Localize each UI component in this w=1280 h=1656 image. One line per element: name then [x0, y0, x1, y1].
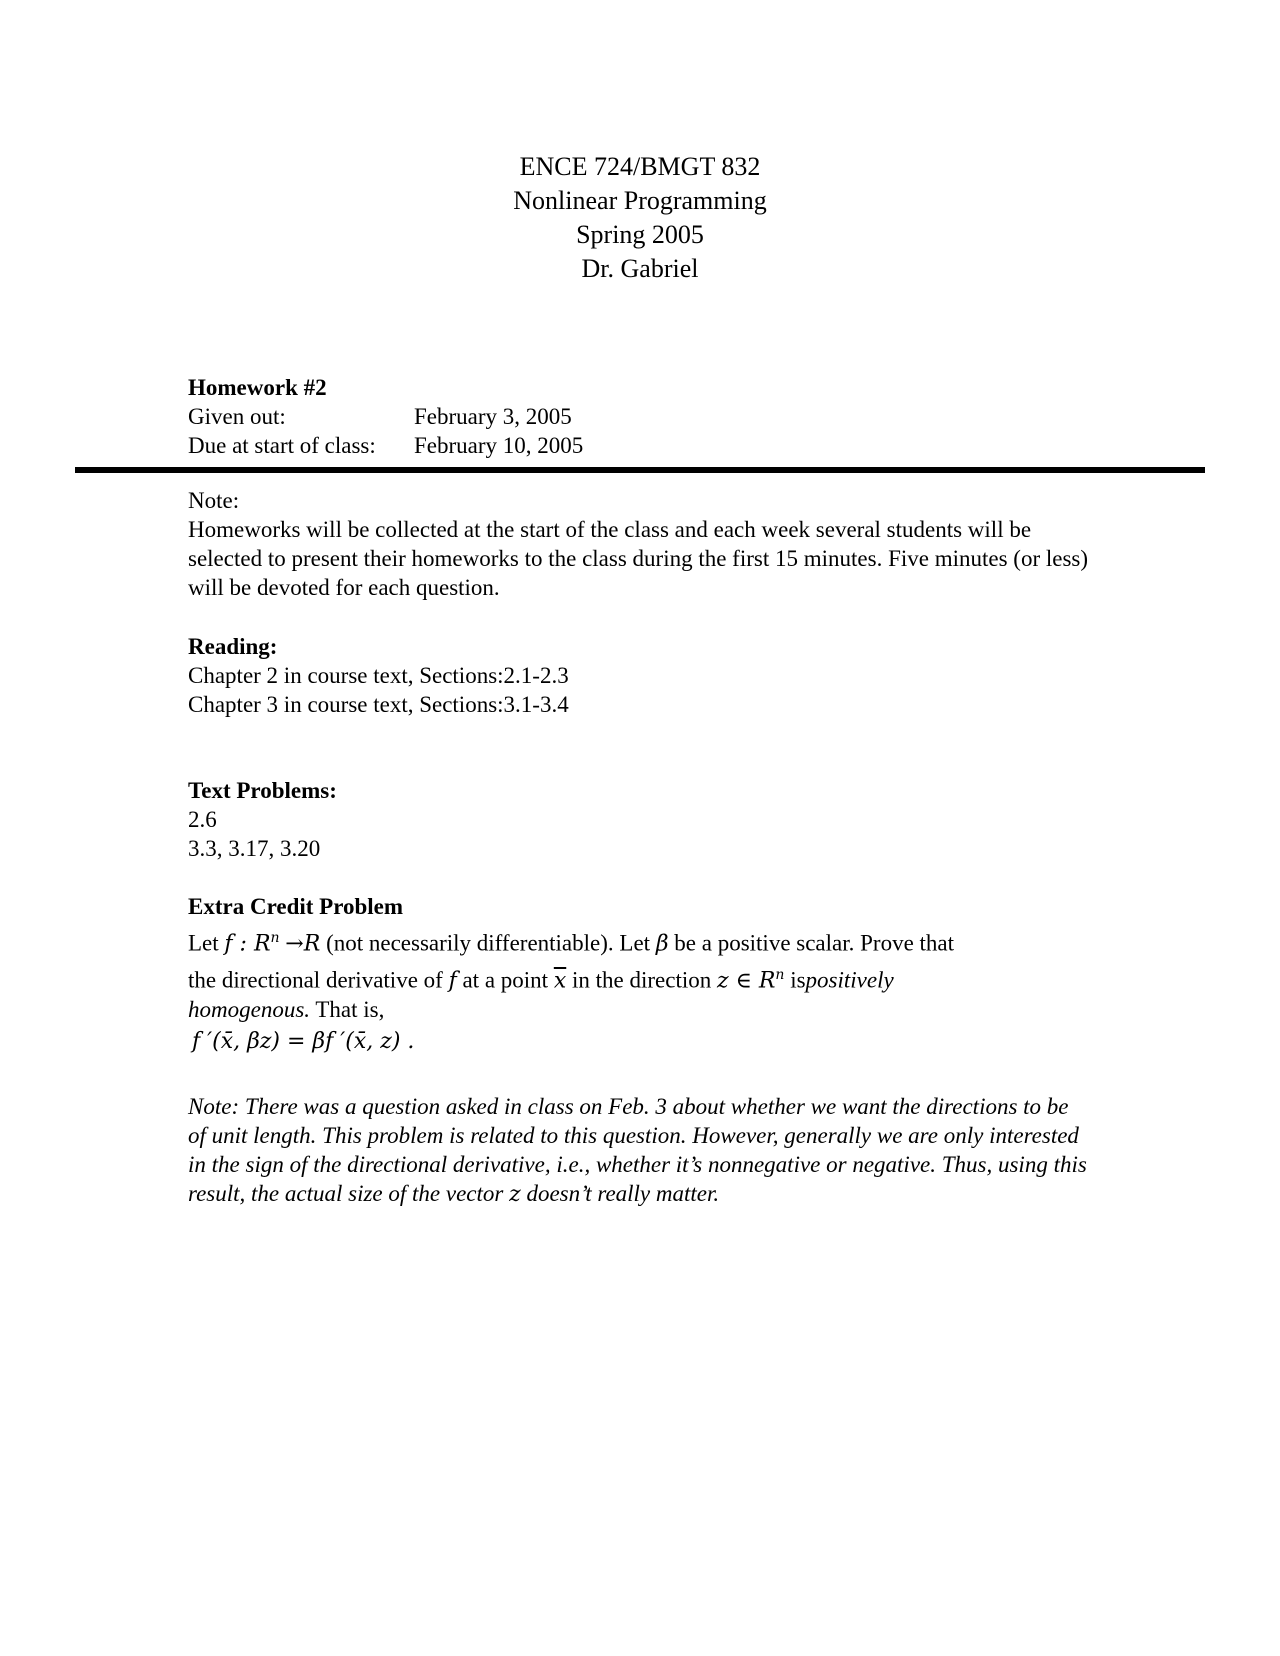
due-date: February 10, 2005	[414, 433, 584, 458]
ec-math-func: f : R	[224, 931, 271, 957]
ec-text-that-is: That is,	[315, 997, 385, 1022]
ec-text-in-dir: in the direction	[571, 967, 712, 993]
note-body: Homeworks will be collected at the start of the class and each week several students will be selected to present their homeworks to the class during the first 15 minutes. Five minutes (or less) will be devoted for each question.	[188, 517, 1089, 600]
ec-text-let: Let	[188, 930, 219, 956]
given-out-label: Given out:	[188, 404, 286, 429]
ec-math-xbar: $\overline{x}$	[553, 968, 567, 994]
extra-credit-line-1	[188, 924, 1108, 959]
homework-title: Homework #2	[188, 375, 327, 400]
ec-note-text: Note: There was a question asked in class on Feb. 3 about whether we want the directions to be of unit length. This problem is related to this question. However, generally we are only interested in the sign of the directional derivative, i.e., whether it’s nonnegative or negative. Thus, using this result, the actual size of the vector	[188, 1094, 1087, 1206]
due-row	[188, 431, 583, 460]
extra-credit-line-2	[188, 961, 1108, 996]
course-header	[0, 150, 1280, 286]
extra-credit-line-3	[188, 995, 1108, 1024]
text-problem-item: 2.6	[188, 807, 217, 832]
extra-credit-note	[188, 1092, 1088, 1209]
ec-text-positive-scalar: be a positive scalar. Prove that	[674, 930, 955, 956]
reading-title: Reading:	[188, 634, 278, 659]
ec-text-is: is	[790, 967, 806, 993]
text-problem-item: 3.3, 3.17, 3.20	[188, 836, 321, 861]
ec-text-positively: positively	[805, 967, 894, 993]
note-label: Note:	[188, 488, 240, 513]
course-instructor: Dr. Gabriel	[581, 254, 699, 283]
ec-math-f: f	[448, 968, 457, 994]
ec-math-n2: n	[775, 967, 785, 983]
ec-math-r: R	[303, 931, 321, 957]
ec-math-z-in: z ∈ R	[716, 968, 776, 994]
ec-note-z: z	[509, 1182, 521, 1207]
ec-text-dir-deriv: the directional derivative of	[188, 967, 443, 993]
reading-item: Chapter 2 in course text, Sections:2.1-2.3	[188, 663, 569, 688]
ec-text-homogenous: homogenous.	[188, 997, 311, 1022]
ec-note-text-end: doesn’t really matter.	[526, 1181, 720, 1206]
course-code: ENCE 724/BMGT 832	[519, 152, 761, 181]
text-problems-title: Text Problems:	[188, 778, 337, 803]
ec-text-at-point: at a point	[462, 967, 549, 993]
reading-item: Chapter 3 in course text, Sections:3.1-3.4	[188, 692, 569, 717]
ec-math-arrow: →	[285, 931, 304, 957]
course-title: Nonlinear Programming	[513, 186, 767, 215]
section-divider	[75, 467, 1205, 473]
ec-text-not-diff: (not necessarily differentiable). Let	[326, 930, 651, 956]
course-term: Spring 2005	[576, 220, 704, 249]
ec-math-n: n	[270, 930, 280, 946]
due-label: Due at start of class:	[188, 433, 376, 458]
given-out-row	[188, 402, 572, 431]
given-out-date: February 3, 2005	[414, 404, 572, 429]
ec-math-beta: β	[655, 931, 669, 957]
extra-credit-title: Extra Credit Problem	[188, 894, 404, 919]
homogeneity-formula: f ′(x̄, βz) = βf ′(x̄, z) .	[192, 1029, 415, 1054]
